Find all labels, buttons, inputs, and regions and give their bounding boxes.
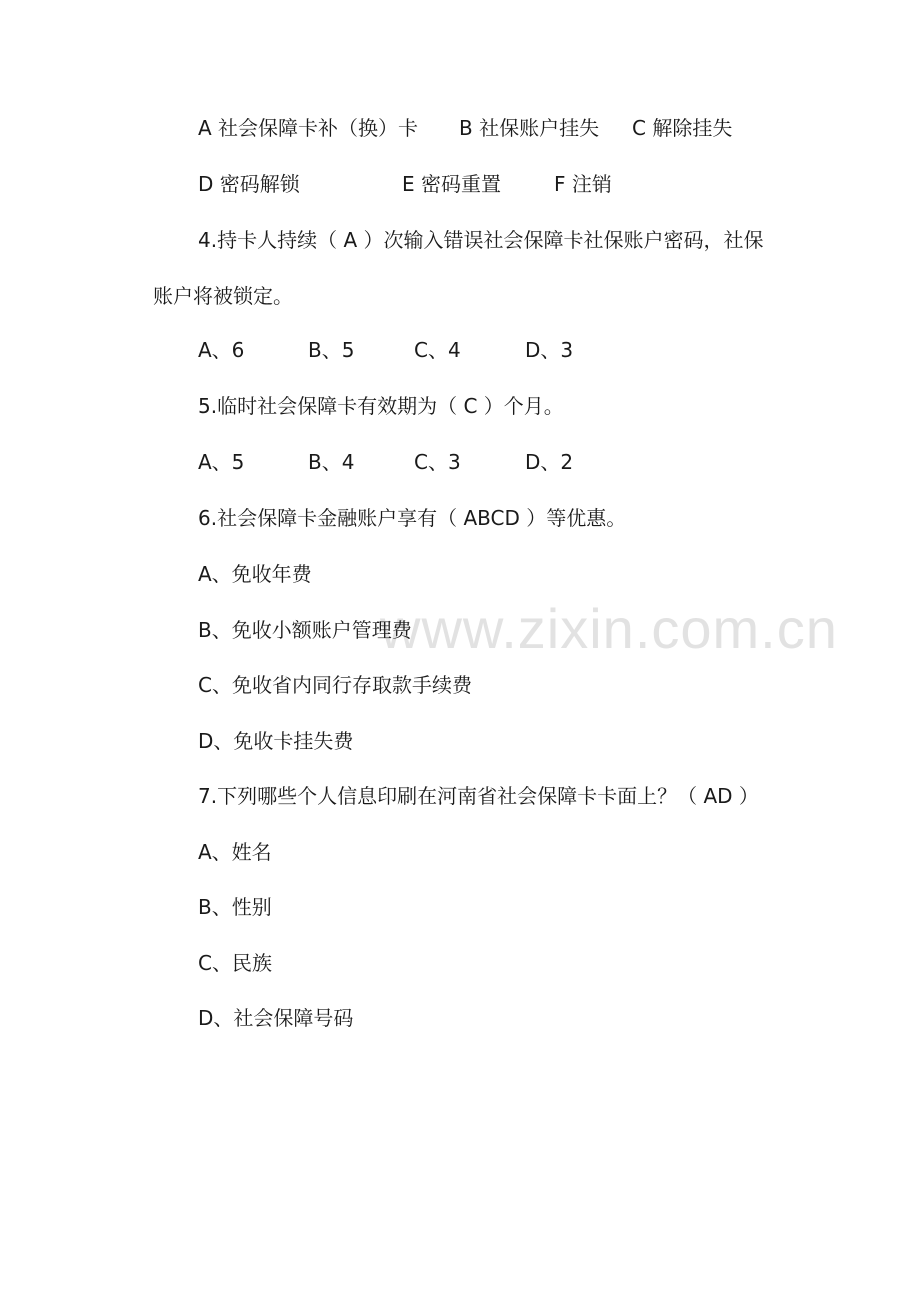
q6-option-c: C、免收省内同行存取款手续费 xyxy=(198,673,472,697)
q6-option-a: A、免收年费 xyxy=(198,562,312,586)
q3-option-c: C 解除挂失 xyxy=(632,116,733,140)
q7-option-a: A、姓名 xyxy=(198,840,272,864)
q4-question-line-1: 4.持卡人持续（ A ）次输入错误社会保障卡社保账户密码，社保 xyxy=(198,228,764,252)
q6-question: 6.社会保障卡金融账户享有（ ABCD ）等优惠。 xyxy=(198,506,627,530)
q4-option-b: B、5 xyxy=(308,338,355,362)
q3-option-b: B 社保账户挂失 xyxy=(459,116,600,140)
watermark: www.zixin.com.cn xyxy=(380,597,838,660)
q5-option-b: B、4 xyxy=(308,450,355,474)
q4-option-d: D、3 xyxy=(525,338,574,362)
q6-option-d: D、免收卡挂失费 xyxy=(198,729,354,753)
q6-option-b: B、免收小额账户管理费 xyxy=(198,618,412,642)
q4-option-c: C、4 xyxy=(414,338,461,362)
q4-option-a: A、6 xyxy=(198,338,245,362)
q7-option-c: C、民族 xyxy=(198,951,272,975)
q3-option-d: D 密码解锁 xyxy=(198,172,300,196)
q4-question-line-2: 账户将被锁定。 xyxy=(153,284,293,308)
q5-option-c: C、3 xyxy=(414,450,461,474)
q3-option-f: F 注销 xyxy=(554,172,612,196)
q7-option-b: B、性别 xyxy=(198,895,272,919)
q5-option-a: A、5 xyxy=(198,450,245,474)
q5-option-d: D、2 xyxy=(525,450,574,474)
q3-option-a: A 社会保障卡补（换）卡 xyxy=(198,116,419,140)
q7-option-d: D、社会保障号码 xyxy=(198,1006,354,1030)
q5-question: 5.临时社会保障卡有效期为（ C ）个月。 xyxy=(198,394,564,418)
q7-question: 7.下列哪些个人信息印刷在河南省社会保障卡卡面上？（ AD ） xyxy=(198,784,759,808)
q3-option-e: E 密码重置 xyxy=(402,172,501,196)
